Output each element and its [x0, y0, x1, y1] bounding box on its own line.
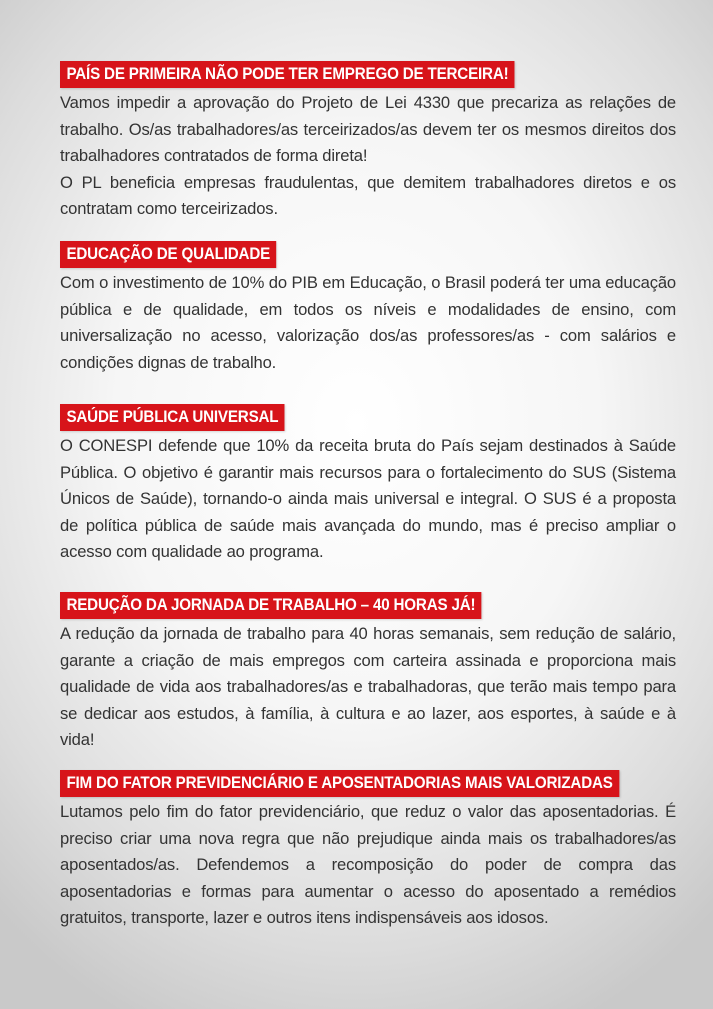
section-paragraph: Lutamos pelo fim do fator previdenciário, que reduz o valor das aposentadorias. É preciso criar uma nova regra que não prejudique ainda mais os trabalhadores/as aposentados/as. Defendemos a recomposição do poder de compra das aposentadorias e formas para aumentar o acesso do aposentado a remédios gratuitos, transporte, lazer e outros itens indispensáveis aos idosos. [60, 802, 676, 927]
section-jornada [60, 592, 676, 754]
section-paragraph: Vamos impedir a aprovação do Projeto de Lei 4330 que precariza as relações de trabalho. Os/as trabalhadores/as terceirizados/as devem ter os mesmos direitos dos trabalhadores contratados de forma direta! [60, 93, 676, 165]
section-heading: REDUÇÃO DA JORNADA DE TRABALHO – 40 HORAS JÁ! [60, 592, 482, 619]
section-paragraph: O PL beneficia empresas fraudulentas, que demitem trabalhadores diretos e os contratam como terceirizados. [60, 172, 676, 218]
section-educacao [60, 241, 676, 376]
section-paragraph: Com o investimento de 10% do PIB em Educação, o Brasil poderá ter uma educação pública e de qualidade, em todos os níveis e modalidades de ensino, com universalização no acesso, valorização dos/as professores/as - com salários e condições dignas de trabalho. [60, 273, 676, 372]
section-heading: EDUCAÇÃO DE QUALIDADE [60, 241, 276, 268]
section-body [60, 90, 676, 223]
section-body [60, 799, 676, 932]
section-heading: FIM DO FATOR PREVIDENCIÁRIO E APOSENTADORIAS MAIS VALORIZADAS [60, 770, 619, 797]
section-body [60, 621, 676, 754]
section-body [60, 270, 676, 376]
section-previdencia [60, 770, 676, 932]
section-heading: SAÚDE PÚBLICA UNIVERSAL [60, 404, 285, 431]
section-heading: PAÍS DE PRIMEIRA NÃO PODE TER EMPREGO DE TERCEIRA! [60, 61, 515, 88]
section-body [60, 433, 676, 566]
section-terceirizacao [60, 61, 676, 223]
section-paragraph: A redução da jornada de trabalho para 40 horas semanais, sem redução de salário, garante a criação de mais empregos com carteira assinada e proporciona mais qualidade de vida aos trabalhadores/as e trabalhadoras, que terão mais tempo para se dedicar aos estudos, à família, à cultura e ao lazer, aos esportes, à saúde e à vida! [60, 624, 676, 749]
section-saude [60, 404, 676, 566]
section-paragraph: O CONESPI defende que 10% da receita bruta do País sejam destinados à Saúde Pública. O objetivo é garantir mais recursos para o fortalecimento do SUS (Sistema Únicos de Saúde), tornando-o ainda mais universal e integral. O SUS é a proposta de política pública de saúde mais avançada do mundo, mas é preciso ampliar o acesso com qualidade ao programa. [60, 436, 676, 561]
